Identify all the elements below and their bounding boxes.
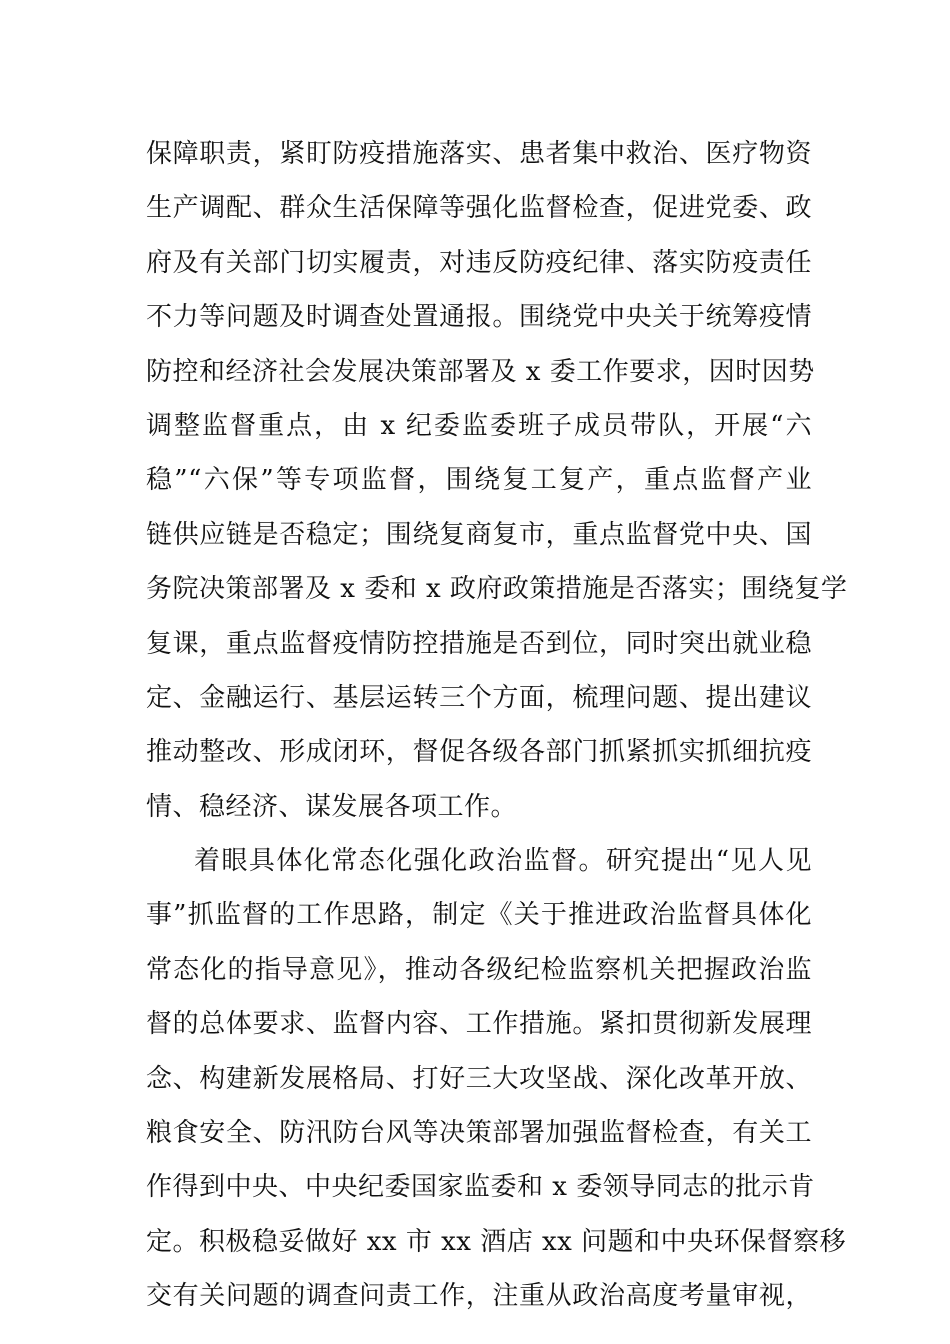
text-line: 防控和经济社会发展决策部署及 x 委工作要求，因时因势: [146, 356, 815, 387]
text-line: 作得到中央、中央纪委国家监委和 x 委领导同志的批示肯: [146, 1172, 815, 1203]
text-line: 交有关问题的调查问责工作，注重从政治高度考量审视，: [146, 1281, 812, 1312]
text-line: 粮食安全、防汛防台风等决策部署加强监督检查，有关工: [146, 1118, 812, 1149]
text-line: 不力等问题及时调查处置通报。围绕党中央关于统筹疫情: [146, 302, 812, 333]
text-line: 定。积极稳妥做好 xx 市 xx 酒店 xx 问题和中央环保督察移: [146, 1226, 847, 1257]
text-line: 链供应链是否稳定；围绕复商复市，重点监督党中央、国: [146, 519, 812, 550]
text-line: 务院决策部署及 x 委和 x 政府政策措施是否落实；围绕复学: [146, 574, 848, 605]
text-line: 生产调配、群众生活保障等强化监督检查，促进党委、政: [146, 193, 812, 224]
text-line: 调整监督重点，由 x 纪委监委班子成员带队，开展“六: [146, 410, 812, 441]
text-line: 保障职责，紧盯防疫措施落实、患者集中救治、医疗物资: [146, 139, 812, 169]
text-line: 着眼具体化常态化强化政治监督。研究提出“见人见: [194, 846, 812, 877]
text-line: 稳”“六保”等专项监督，围绕复工复产，重点监督产业: [146, 465, 812, 496]
text-line: 事”抓监督的工作思路，制定《关于推进政治监督具体化: [146, 900, 812, 931]
paragraph-1: [146, 127, 848, 834]
text-line: 督的总体要求、监督内容、工作措施。紧扣贯彻新发展理: [146, 1009, 812, 1040]
text-line: 推动整改、形成闭环，督促各级各部门抓紧抓实抓细抗疫: [146, 737, 812, 768]
text-line: 定、金融运行、基层运转三个方面，梳理问题、提出建议: [146, 682, 812, 713]
body-text: [146, 127, 848, 1324]
text-line: 情、稳经济、谋发展各项工作。: [146, 791, 518, 822]
paragraph-2: [146, 834, 847, 1324]
text-line: 府及有关部门切实履责，对违反防疫纪律、落实防疫责任: [146, 247, 812, 278]
text-line: 复课，重点监督疫情防控措施是否到位，同时突出就业稳: [146, 628, 812, 659]
text-line: 念、构建新发展格局、打好三大攻坚战、深化改革开放、: [146, 1063, 812, 1094]
text-line: 常态化的指导意见》，推动各级纪检监察机关把握政治监: [146, 954, 812, 985]
